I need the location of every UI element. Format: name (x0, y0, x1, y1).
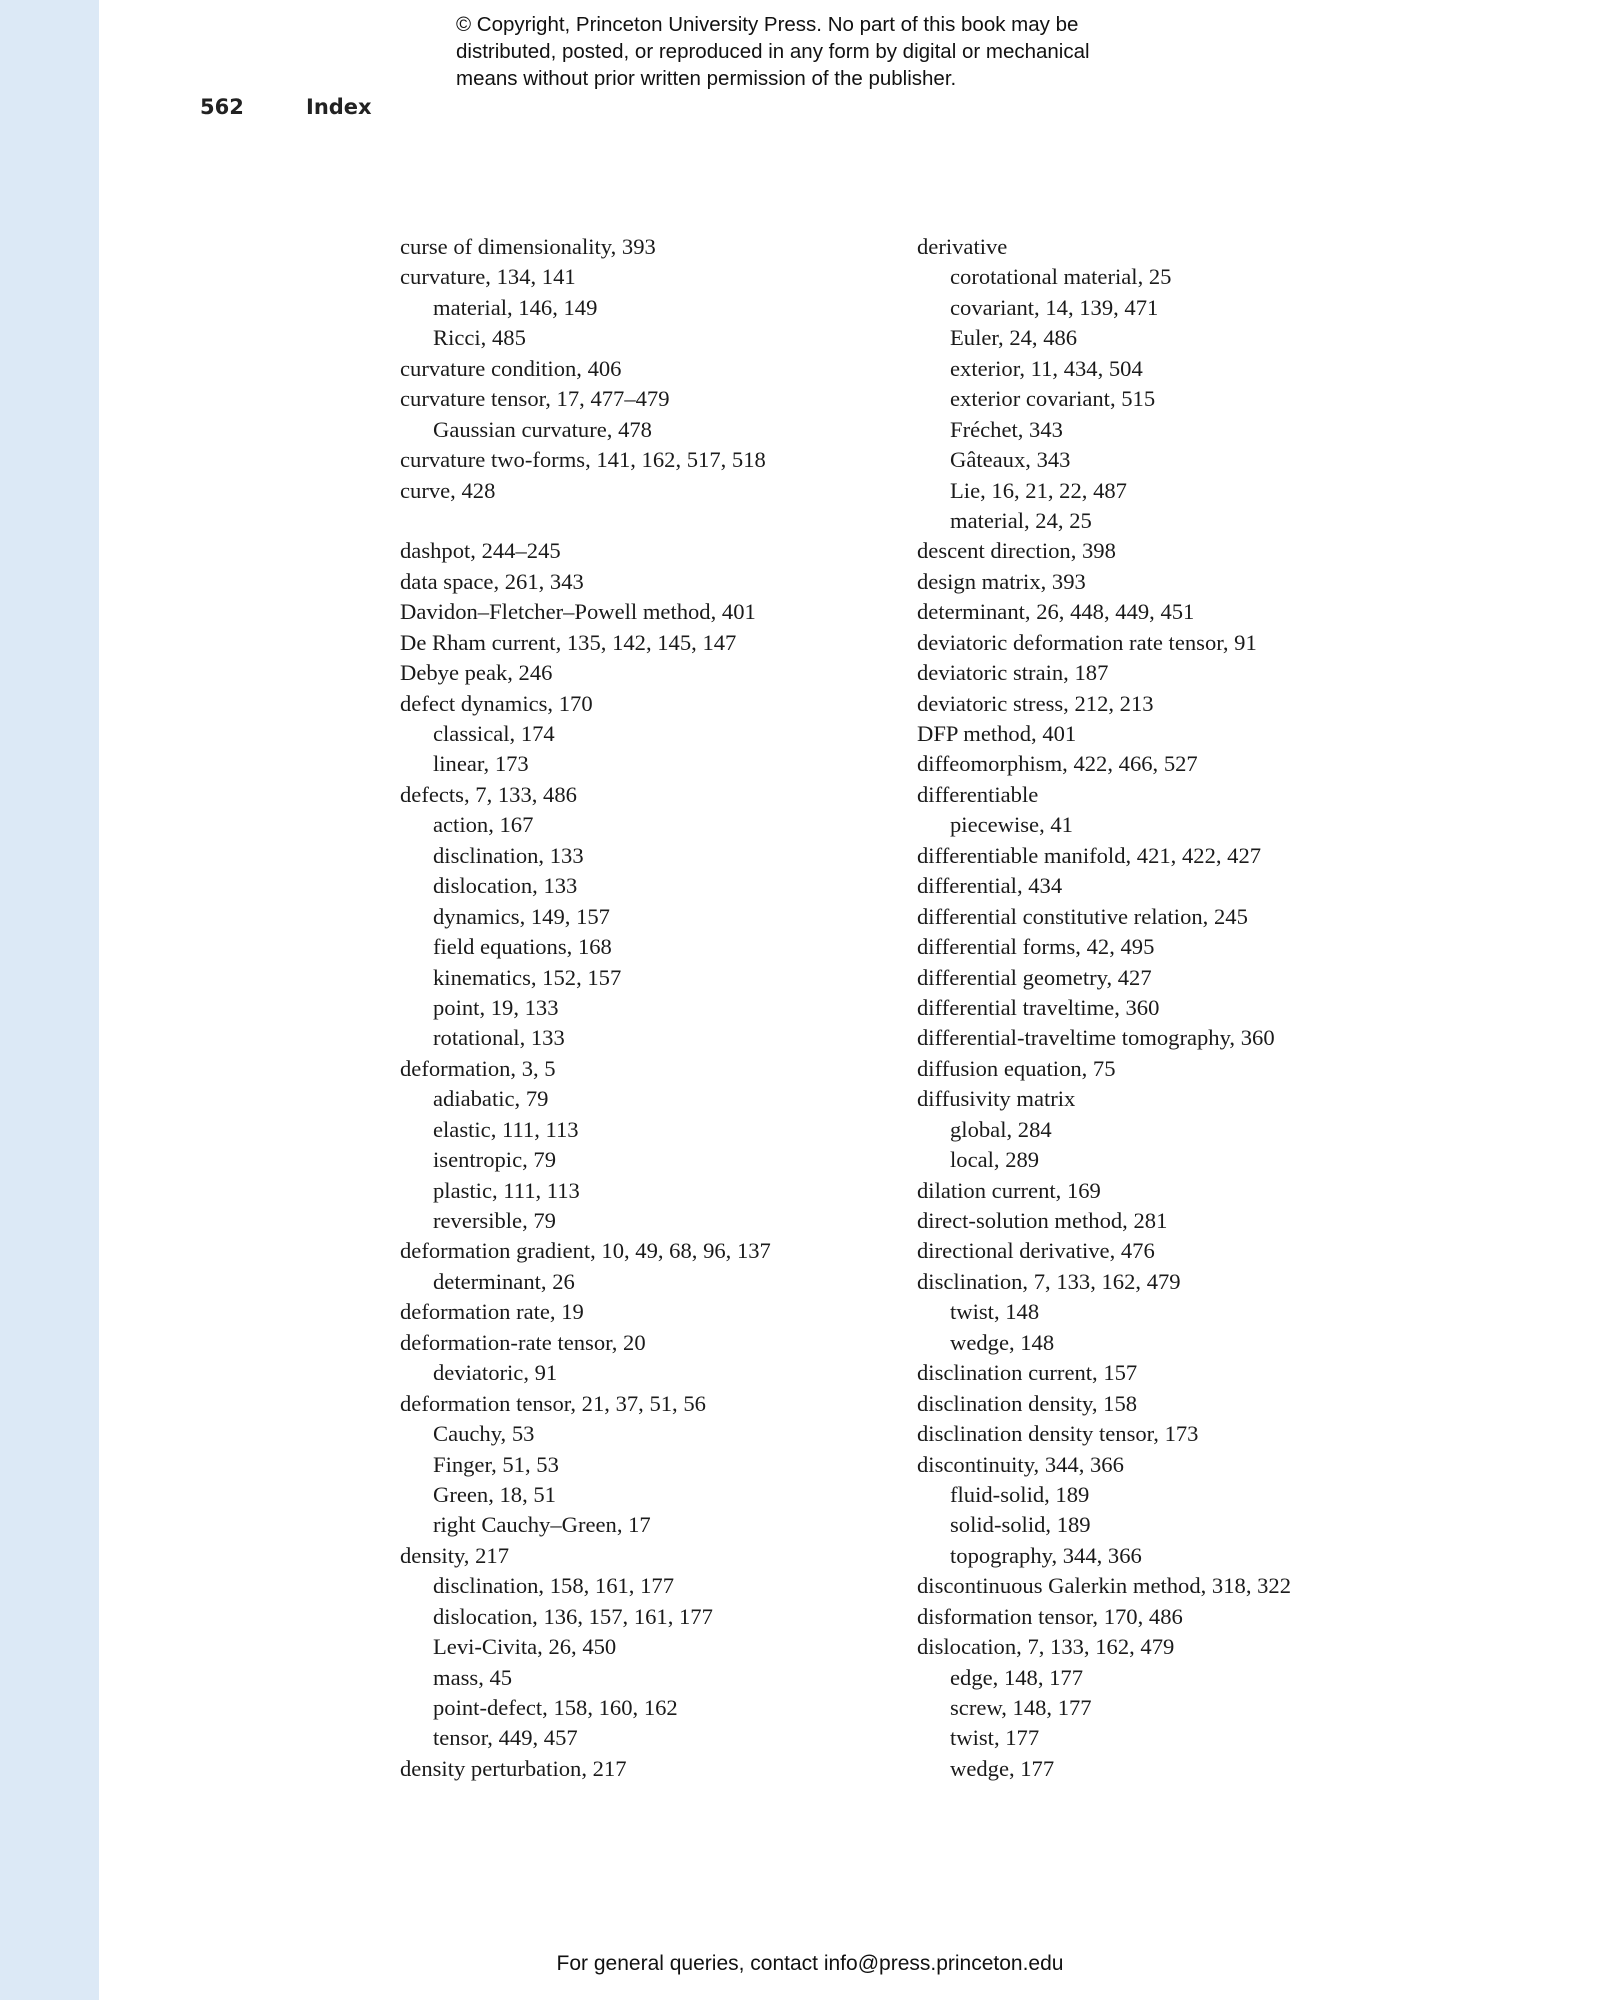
footer-contact: For general queries, contact info@press.princeton.edu (556, 1952, 1064, 1975)
index-subentry: twist, 177 (950, 1725, 1040, 1751)
index-subentry: kinematics, 152, 157 (433, 964, 622, 990)
index-subentry: adiabatic, 79 (433, 1086, 549, 1112)
index-subentry: plastic, 111, 113 (433, 1177, 580, 1203)
index-entry: deviatoric strain, 187 (917, 660, 1109, 686)
index-subentry: rotational, 133 (433, 1025, 565, 1051)
index-entry: curse of dimensionality, 393 (400, 234, 656, 259)
index-entry: curvature tensor, 17, 477–479 (400, 386, 670, 412)
index-entry: deformation, 3, 5 (400, 1055, 556, 1081)
page-number: 562 (200, 95, 244, 119)
index-entry: deformation tensor, 21, 37, 51, 56 (400, 1390, 706, 1416)
index-subentry: material, 146, 149 (433, 294, 598, 320)
index-subentry: Cauchy, 53 (433, 1421, 535, 1447)
index-subentry: dynamics, 149, 157 (433, 903, 610, 929)
index-entry: descent direction, 398 (917, 538, 1116, 564)
index-subentry: Lie, 16, 21, 22, 487 (950, 477, 1127, 503)
index-entry: differential geometry, 427 (917, 964, 1152, 990)
index-subentry: local, 289 (950, 1147, 1040, 1173)
index-subentry: edge, 148, 177 (950, 1664, 1084, 1690)
index-entry: discontinuous Galerkin method, 318, 322 (917, 1573, 1292, 1599)
index-subentry: Fréchet, 343 (950, 416, 1063, 442)
index-subentry: Gaussian curvature, 478 (433, 416, 652, 442)
index-subentry: point-defect, 158, 160, 162 (433, 1695, 678, 1720)
index-entry: diffeomorphism, 422, 466, 527 (917, 751, 1198, 777)
index-entry: differentiable manifold, 421, 422, 427 (917, 842, 1262, 868)
index-letter-gap (400, 506, 900, 536)
index-entry: differential traveltime, 360 (917, 994, 1160, 1020)
index-entry: differential-traveltime tomography, 360 (917, 1025, 1275, 1051)
index-column-right (917, 232, 1557, 1784)
index-subentry: reversible, 79 (433, 1208, 556, 1233)
index-entry: curvature two-forms, 141, 162, 517, 518 (400, 447, 766, 473)
index-subentry: action, 167 (433, 812, 534, 838)
copyright-line: © Copyright, Princeton University Press. No part of this book may be (456, 13, 1079, 36)
copyright-line: distributed, posted, or reproduced in any form by digital or mechanical (456, 40, 1090, 63)
index-entry: Debye peak, 246 (400, 660, 553, 686)
index-subentry: wedge, 148 (950, 1329, 1055, 1355)
index-entry: data space, 261, 343 (400, 568, 584, 594)
index-entry: defects, 7, 133, 486 (400, 781, 577, 807)
index-entry: diffusion equation, 75 (917, 1055, 1116, 1081)
index-entry: disclination current, 157 (917, 1360, 1138, 1386)
index-subentry: disclination, 158, 161, 177 (433, 1573, 674, 1599)
index-entry: determinant, 26, 448, 449, 451 (917, 599, 1195, 625)
index-subentry: tensor, 449, 457 (433, 1725, 578, 1751)
copyright-notice (456, 11, 1216, 92)
index-entry: deviatoric deformation rate tensor, 91 (917, 629, 1257, 655)
index-entry: diffusivity matrix (917, 1086, 1076, 1112)
index-entry: density perturbation, 217 (400, 1755, 627, 1781)
index-entry: disformation tensor, 170, 486 (917, 1603, 1183, 1629)
index-entry: De Rham current, 135, 142, 145, 147 (400, 629, 737, 655)
index-entry: dashpot, 244–245 (400, 538, 561, 564)
index-subentry: corotational material, 25 (950, 264, 1172, 290)
index-subentry: topography, 344, 366 (950, 1542, 1142, 1568)
index-subentry: Ricci, 485 (433, 325, 526, 351)
index-subentry: determinant, 26 (433, 1268, 575, 1294)
index-subentry: Euler, 24, 486 (950, 325, 1078, 351)
index-subentry: Levi-Civita, 26, 450 (433, 1634, 617, 1660)
index-subentry: covariant, 14, 139, 471 (950, 294, 1159, 320)
index-entry: derivative (917, 234, 1008, 259)
index-entry: deformation rate, 19 (400, 1299, 584, 1325)
index-subentry: Green, 18, 51 (433, 1481, 556, 1507)
index-entry: curve, 428 (400, 477, 496, 503)
index-subentry: right Cauchy–Green, 17 (433, 1512, 651, 1538)
index-subentry: field equations, 168 (433, 934, 612, 960)
index-entry: curvature, 134, 141 (400, 264, 576, 290)
index-entry: disclination density, 158 (917, 1390, 1138, 1416)
index-column-left (400, 232, 900, 1784)
index-entry: differential, 434 (917, 873, 1063, 899)
index-subentry: wedge, 177 (950, 1755, 1055, 1781)
index-subentry: fluid-solid, 189 (950, 1481, 1090, 1507)
index-subentry: deviatoric, 91 (433, 1360, 558, 1386)
index-entry: dislocation, 7, 133, 162, 479 (917, 1634, 1175, 1660)
index-entry: direct-solution method, 281 (917, 1208, 1168, 1233)
index-subentry: mass, 45 (433, 1664, 513, 1690)
index-subentry: Finger, 51, 53 (433, 1451, 559, 1477)
running-head: Index (306, 95, 372, 119)
index-entry: discontinuity, 344, 366 (917, 1451, 1124, 1477)
index-entry: defect dynamics, 170 (400, 690, 593, 716)
index-entry: deformation-rate tensor, 20 (400, 1329, 646, 1355)
index-subentry: twist, 148 (950, 1299, 1040, 1325)
index-subentry: classical, 174 (433, 721, 555, 746)
left-margin-band (0, 0, 99, 2000)
index-subentry: exterior covariant, 515 (950, 386, 1156, 412)
index-entry: density, 217 (400, 1542, 509, 1568)
index-entry: deformation gradient, 10, 49, 68, 96, 137 (400, 1238, 771, 1264)
index-entry: disclination, 7, 133, 162, 479 (917, 1268, 1181, 1294)
copyright-line: means without prior written permission of the publisher. (456, 67, 957, 90)
index-entry: disclination density tensor, 173 (917, 1421, 1199, 1447)
index-subentry: material, 24, 25 (950, 507, 1092, 533)
index-entry: Davidon–Fletcher–Powell method, 401 (400, 599, 756, 625)
index-entry: deviatoric stress, 212, 213 (917, 690, 1154, 716)
index-subentry: isentropic, 79 (433, 1147, 556, 1173)
index-subentry: elastic, 111, 113 (433, 1116, 579, 1142)
index-entry: differential forms, 42, 495 (917, 934, 1155, 960)
index-entry: differentiable (917, 781, 1039, 807)
index-subentry: global, 284 (950, 1116, 1052, 1142)
index-entry: directional derivative, 476 (917, 1238, 1155, 1264)
index-subentry: disclination, 133 (433, 842, 584, 868)
index-entry: dilation current, 169 (917, 1177, 1101, 1203)
index-entry: curvature condition, 406 (400, 355, 622, 381)
index-subentry: dislocation, 136, 157, 161, 177 (433, 1603, 713, 1629)
index-subentry: solid-solid, 189 (950, 1512, 1091, 1538)
index-entry: differential constitutive relation, 245 (917, 903, 1248, 929)
index-subentry: linear, 173 (433, 751, 529, 777)
index-subentry: exterior, 11, 434, 504 (950, 355, 1143, 381)
index-subentry: point, 19, 133 (433, 994, 559, 1020)
index-subentry: screw, 148, 177 (950, 1695, 1092, 1720)
index-entry: design matrix, 393 (917, 568, 1086, 594)
index-subentry: Gâteaux, 343 (950, 447, 1071, 473)
index-subentry: dislocation, 133 (433, 873, 578, 899)
index-entry: DFP method, 401 (917, 721, 1077, 746)
index-subentry: piecewise, 41 (950, 812, 1073, 838)
